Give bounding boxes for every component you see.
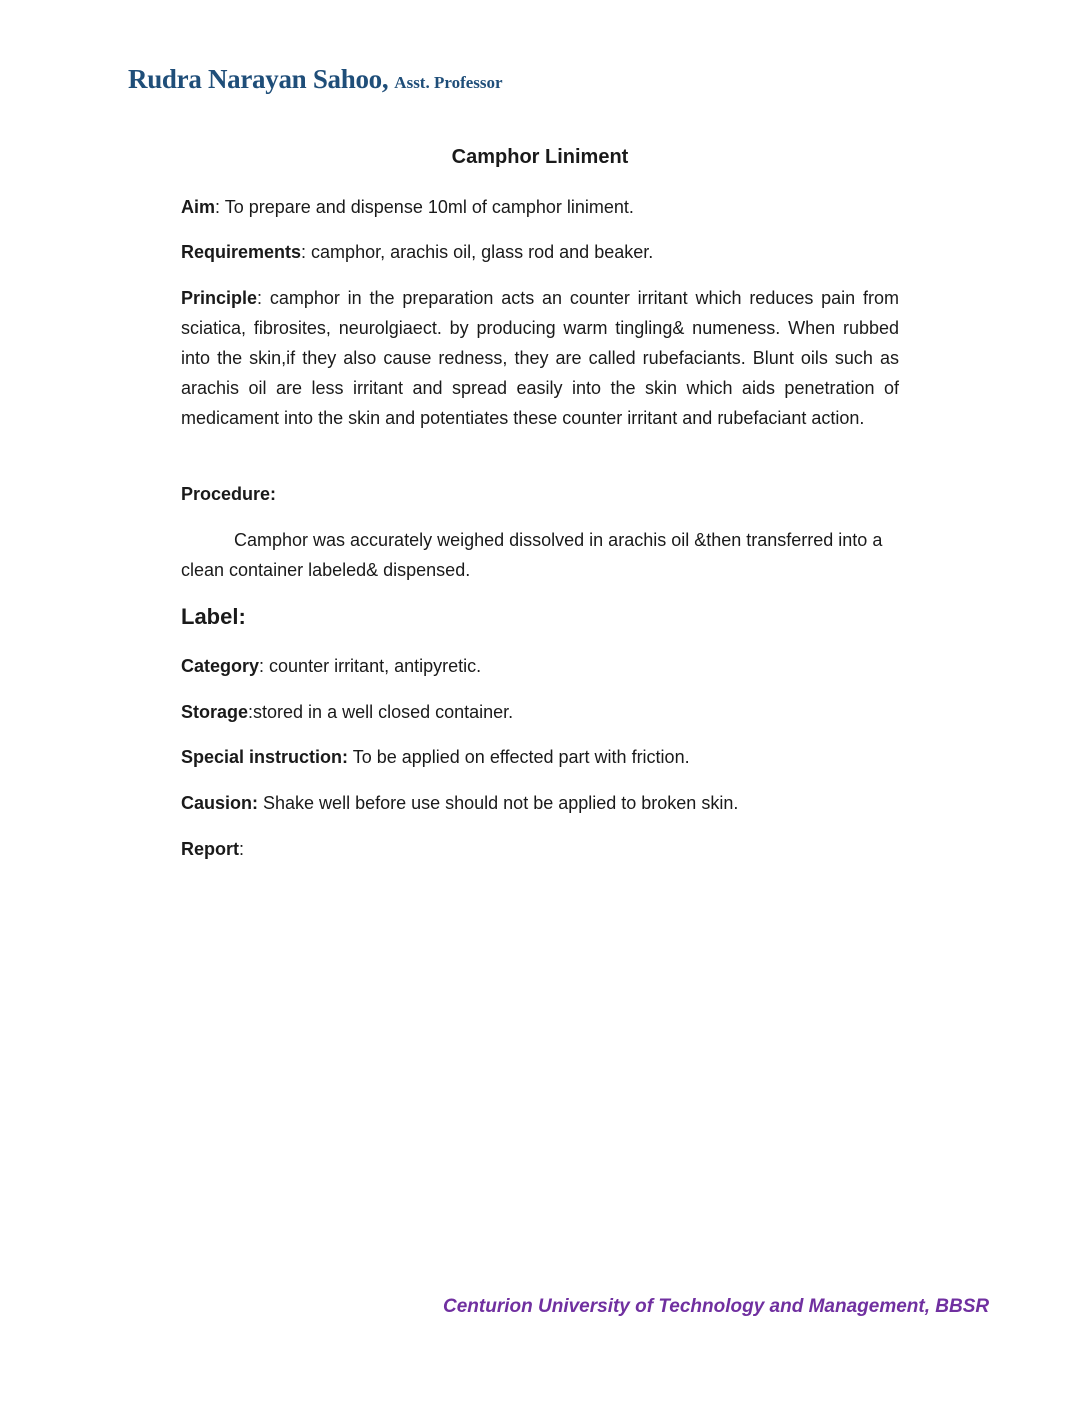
report-paragraph xyxy=(181,834,899,864)
report-text: : xyxy=(239,839,245,859)
causion-text: Shake well before use should not be applied to broken skin. xyxy=(258,793,739,813)
procedure-paragraph: Camphor was accurately weighed dissolved in arachis oil &then transferred into a clean container labeled& dispensed. xyxy=(181,530,883,580)
special-instruction-label: Special instruction: xyxy=(181,747,349,767)
special-instruction-paragraph xyxy=(181,742,899,772)
principle-text: : camphor in the preparation acts an counter irritant which reduces pain from sciatica, fibrosites, neurolgiaect. by producing warm tingling& numeness. When rubbed into the skin,if they also cause redness, they are called rubefaciants. Blunt oils such as arachis oil are less irritant and spread easily into the skin which aids penetration of medicament into the skin and potentiates these counter irritant and rubefaciant action. xyxy=(181,288,899,428)
storage-paragraph xyxy=(181,697,899,727)
storage-label: Storage xyxy=(181,702,249,722)
aim-paragraph xyxy=(181,192,899,222)
aim-text: : To prepare and dispense 10ml of camphor liniment. xyxy=(215,197,634,217)
storage-text: :stored in a well closed container. xyxy=(248,702,514,722)
requirements-label: Requirements xyxy=(181,242,302,262)
procedure-label: Procedure: xyxy=(181,484,277,504)
document-title: Camphor Liniment xyxy=(451,146,629,168)
author-title: Asst. Professor xyxy=(394,73,503,92)
procedure-heading xyxy=(181,479,899,509)
requirements-paragraph xyxy=(181,237,899,267)
author-name: Rudra Narayan Sahoo, xyxy=(128,64,389,94)
page-header xyxy=(128,64,503,95)
category-text: : counter irritant, antipyretic. xyxy=(259,656,482,676)
aim-label: Aim xyxy=(181,197,216,217)
report-label: Report xyxy=(181,839,239,859)
principle-paragraph xyxy=(181,283,899,433)
causion-paragraph xyxy=(181,788,899,818)
requirements-text: : camphor, arachis oil, glass rod and beaker. xyxy=(301,242,654,262)
category-paragraph xyxy=(181,651,899,681)
category-label: Category xyxy=(181,656,260,676)
label-heading xyxy=(181,604,246,630)
special-instruction-text: To be applied on effected part with friction. xyxy=(348,747,690,767)
causion-label: Causion: xyxy=(181,793,259,813)
label-heading-text: Label xyxy=(181,604,239,629)
principle-label: Principle xyxy=(181,288,258,308)
label-heading-colon: : xyxy=(238,604,246,629)
institution-footer: Centurion University of Technology and Management, BBSR xyxy=(443,1296,990,1317)
